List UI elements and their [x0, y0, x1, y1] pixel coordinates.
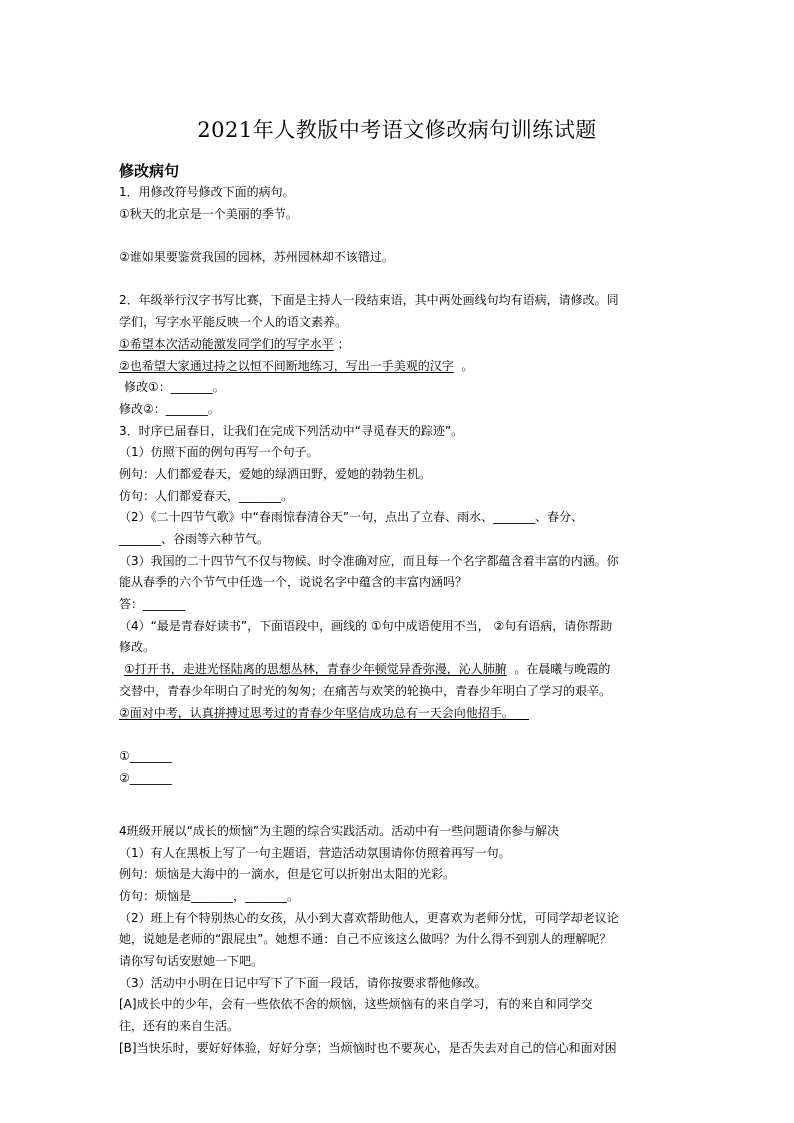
q4-part3: （3）活动中小明在日记中写下了下面一段话，请你按要求帮他修改。	[119, 975, 487, 990]
q2-s2-text: ②也希望大家通过持之以恒不间断地练习，写出一手美观的汉字	[119, 358, 454, 373]
q3-part3-line1: （3）我国的二十四节气不仅与物候、时令准确对应，而且每一个名字都蕴含着丰富的内涵。你	[119, 553, 619, 568]
q4-part1-imitate: 仿句：烦恼是_______，_______。	[119, 889, 300, 903]
q2-s1-text: ①希望本次活动能激发同学们的写字水平	[119, 336, 334, 351]
q1-sentence-b: ②谁如果要鉴赏我国的园林，苏州园林却不该错过。	[119, 250, 394, 265]
q4-part2-line2: 她，说她是老师的“跟屁虫”。她想不通：自己不应该这么做吗？为什么得不到别人的理解呢？	[119, 932, 612, 947]
q4-a-line2: 往，还有的来自生活。	[119, 1019, 240, 1034]
q4-part1-example: 例句：烦恼是大海中的一滴水，但是它可以折射出太阳的光彩。	[119, 867, 456, 882]
section-heading: 修改病句	[119, 162, 180, 180]
q3-part3-line2: 能从春季的六个节气中任选一个，说说名字中蕴含的丰富内涵吗？	[119, 575, 468, 590]
q4-part2-line1: （2）班上有个特别热心的女孩，从小到大喜欢帮助他人，更喜欢为老师分忧，可同学却老议论	[119, 910, 619, 925]
q2-fix-2: 修改②：_______。	[119, 401, 220, 416]
q3-part1: （1）仿照下面的例句再写一个句子。	[119, 445, 319, 460]
q4-b-line1: [B]当快乐时，要好好体验，好好分享；当烦恼时也不要灰心，是否失去对自己的信心和面对困	[119, 1040, 617, 1055]
q4-part1: （1）有人在黑板上写了一句主题语，营造活动氛围请你仿照着再写一句。	[119, 845, 511, 860]
q4-stem: 4班级开展以“成长的烦恼”为主题的综合实践活动。活动中有一些问题请你参与解决	[119, 823, 560, 838]
q3-paragraph-line2: 交替中，青春少年明白了时光的匆匆；在痛苦与欢笑的轮换中，青春少年明白了学习的艰辛。	[119, 683, 612, 698]
q3-part2-line1: （2）《二十四节气歌》中“春雨惊春清谷天”一句，点出了立春、雨水、_______、春分、	[119, 510, 584, 525]
q4-part2-line3: 请你写句话安慰她一下吧。	[119, 954, 264, 969]
q3-part4-line1: （4）“最是青春好读书”，下面语段中，画线的 ①句中成语使用不当， ②句有语病，请你帮助	[119, 618, 613, 633]
q3-paragraph-line1: ①打开书，走进光怪陆离的思想丛林，青春少年顿觉异香弥漫，沁人肺腑 。在晨曦与晚霞的	[124, 662, 611, 677]
q1-sentence-a: ①秋天的北京是一个美丽的季节。	[119, 206, 298, 221]
q3-underlined-2: ②面对中考，认真拼搏过思考过的青春少年坚信成功总有一天会向他招手。	[119, 705, 514, 720]
q2-stem-line1: 2．年级举行汉字书写比赛，下面是主持人一段结束语，其中两处画线句均有语病，请修改。同	[119, 293, 619, 308]
q2-underlined-sentence-1: ①希望本次活动能激发同学们的写字水平 ；	[119, 336, 350, 351]
q3-underlined-1: ①打开书，走进光怪陆离的思想丛林，青春少年顿觉异香弥漫，沁人肺腑	[124, 662, 507, 677]
q2-underlined-sentence-2: ②也希望大家通过持之以恒不间断地练习，写出一手美观的汉字 。	[119, 358, 474, 373]
q4-a-line1: [A]成长中的少年，会有一些依依不舍的烦恼，这些烦恼有的来自学习，有的来自和同学交	[119, 997, 593, 1012]
q3-paragraph-line3	[119, 703, 679, 725]
q3-part4-line2: 修改。	[119, 640, 156, 655]
q3-part1-example: 例句：人们都爱春天，爱她的绿洒田野，爱她的勃勃生机。	[119, 466, 432, 481]
q3-answer-2: ②_______	[119, 770, 172, 785]
q1-stem: 1．用修改符号修改下面的病句。	[119, 185, 295, 199]
q3-answer-1: ①_______	[119, 748, 172, 763]
document-title: 2021年人教版中考语文修改病句训练试题	[197, 118, 597, 142]
q3-stem: 3．时序已届春日，让我们在完成下列活动中“寻觅春天的踪迹”。	[119, 423, 464, 438]
q2-stem-line2: 学们，写字水平能反映一个人的语文素养。	[119, 315, 348, 330]
q3-part3-answer: 答：_______	[119, 597, 186, 612]
q3-part1-imitate: 仿句：人们都爱春天，_______。	[119, 488, 294, 503]
q3-part2-line2: _______、谷雨等六种节气。	[119, 532, 270, 546]
document-body	[119, 160, 679, 1060]
q2-fix-1: 修改①：_______。	[124, 380, 225, 395]
